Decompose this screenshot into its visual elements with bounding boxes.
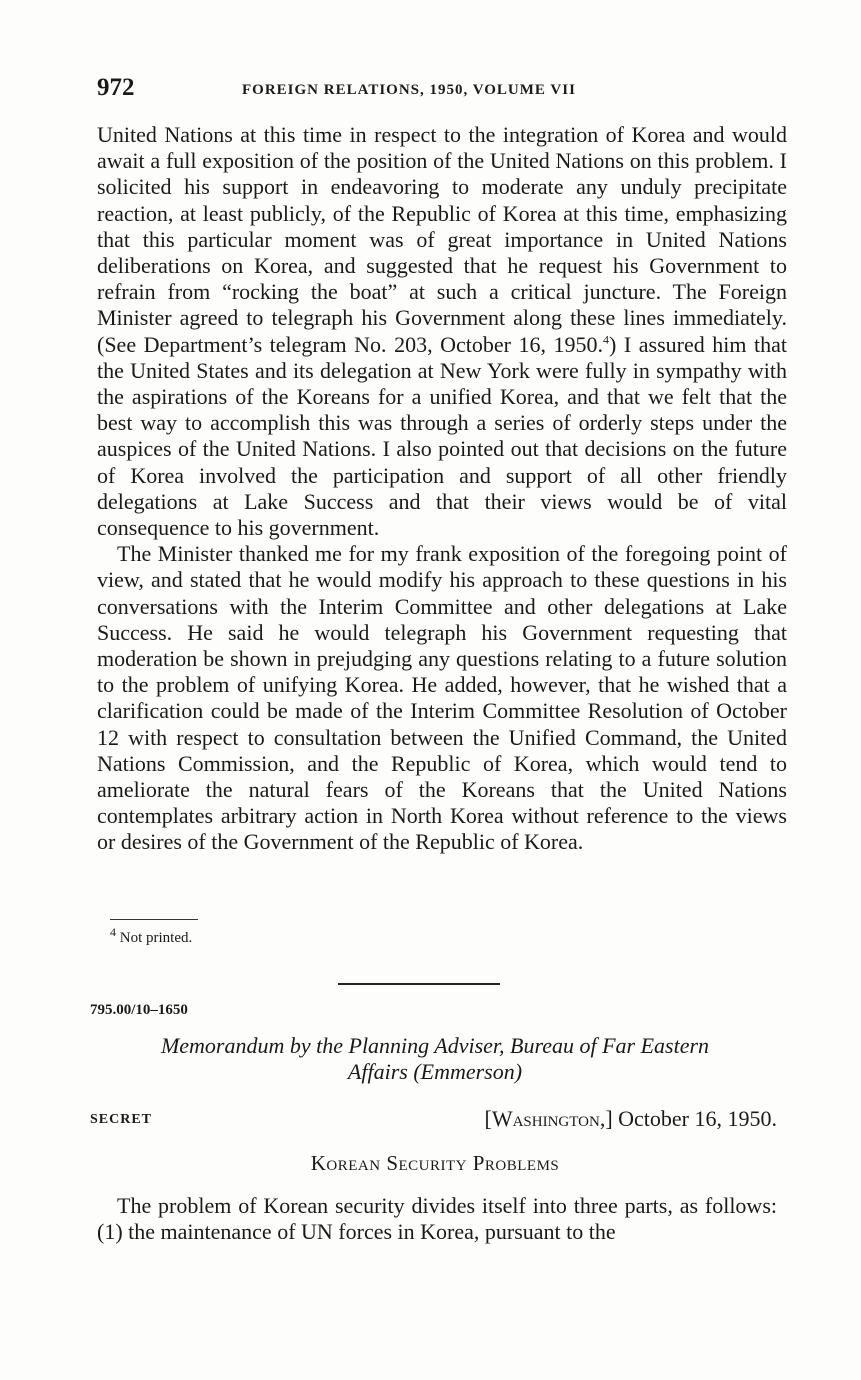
paragraph-1-part-b: ) I assured him that the United States and its delegation at New York were fully in sympathy with the aspirations of the Koreans for a unified Korea, and that we felt that the best way to accomplish this was through a series of orderly steps under the auspices of the United Nations. I also pointed out that decisions on the future of Korea involved the participation and support of all other friendly delegations at Lake Success and that their views would be of vital consequence to his government. — [97, 331, 787, 541]
memo-opening-paragraph: The problem of Korean security divides itself into three parts, as follows: (1) the maintenance of UN forces in Korea, pursuant to the — [97, 1193, 777, 1244]
document-title-line-2: Affairs (Emmerson) — [347, 1059, 523, 1084]
dateline — [484, 1106, 777, 1132]
memo-body — [97, 1193, 777, 1245]
dateline-date: ,] October 16, 1950. — [599, 1106, 777, 1131]
page-number: 972 — [97, 74, 135, 101]
paragraph-2: The Minister thanked me for my frank exposition of the foregoing point of view, and stated that he would modify his approach to these questions in his conversations with the Interim Committee and other delegations at Lake Success. He said he would telegraph his Government requesting that moderation be shown in prejudging any questions relating to a future solution to the problem of unifying Korea. He added, however, that he wished that a clarification could be made of the Interim Committee Resolution of October 12 with respect to consultation between the Unified Command, the United Nations Commission, and the Republic of Korea, which would tend to ameliorate the natural fears of the Koreans that the United Nations contemplates arbitrary action in North Korea without reference to the views or desires of the Government of the Republic of Korea. — [97, 541, 787, 855]
paragraph-1 — [97, 122, 787, 541]
body-text — [97, 122, 787, 856]
dateline-open-bracket: [ — [484, 1106, 492, 1131]
paragraph-1-part-a: United Nations at this time in respect to the integration of Korea and would await a full exposition of the position of the United Nations on this problem. I solicited his support in endeavoring to moderate any unduly precipitate reaction, at least publicly, of the Republic of Korea at this time, emphasizing that this particular moment was of great importance in United Nations deliberations on Korea, and suggested that he request his Government to refrain from “rocking the boat” at such a critical juncture. The Foreign Minister agreed to telegraph his Government along these lines immediately. (See Department’s telegram No. 203, October 16, 1950. — [97, 122, 787, 357]
file-number: 795.00/10–1650 — [90, 1002, 188, 1018]
dateline-place: Washington — [491, 1106, 600, 1131]
classification-label: SECRET — [90, 1112, 153, 1127]
footnote-number: 4 — [110, 925, 116, 939]
section-divider — [338, 983, 500, 985]
running-head: FOREIGN RELATIONS, 1950, VOLUME VII — [242, 82, 576, 98]
document-title — [90, 1033, 780, 1085]
document-subject: Korean Security Problems — [310, 1151, 560, 1175]
page-header — [97, 74, 787, 104]
footnote-divider — [110, 919, 198, 920]
footnote — [110, 925, 193, 947]
document-title-line-1: Memorandum by the Planning Adviser, Bureau of Far Eastern — [160, 1033, 710, 1058]
footnote-reference: 4 — [603, 332, 610, 347]
footnote-text: Not printed. — [116, 930, 193, 946]
